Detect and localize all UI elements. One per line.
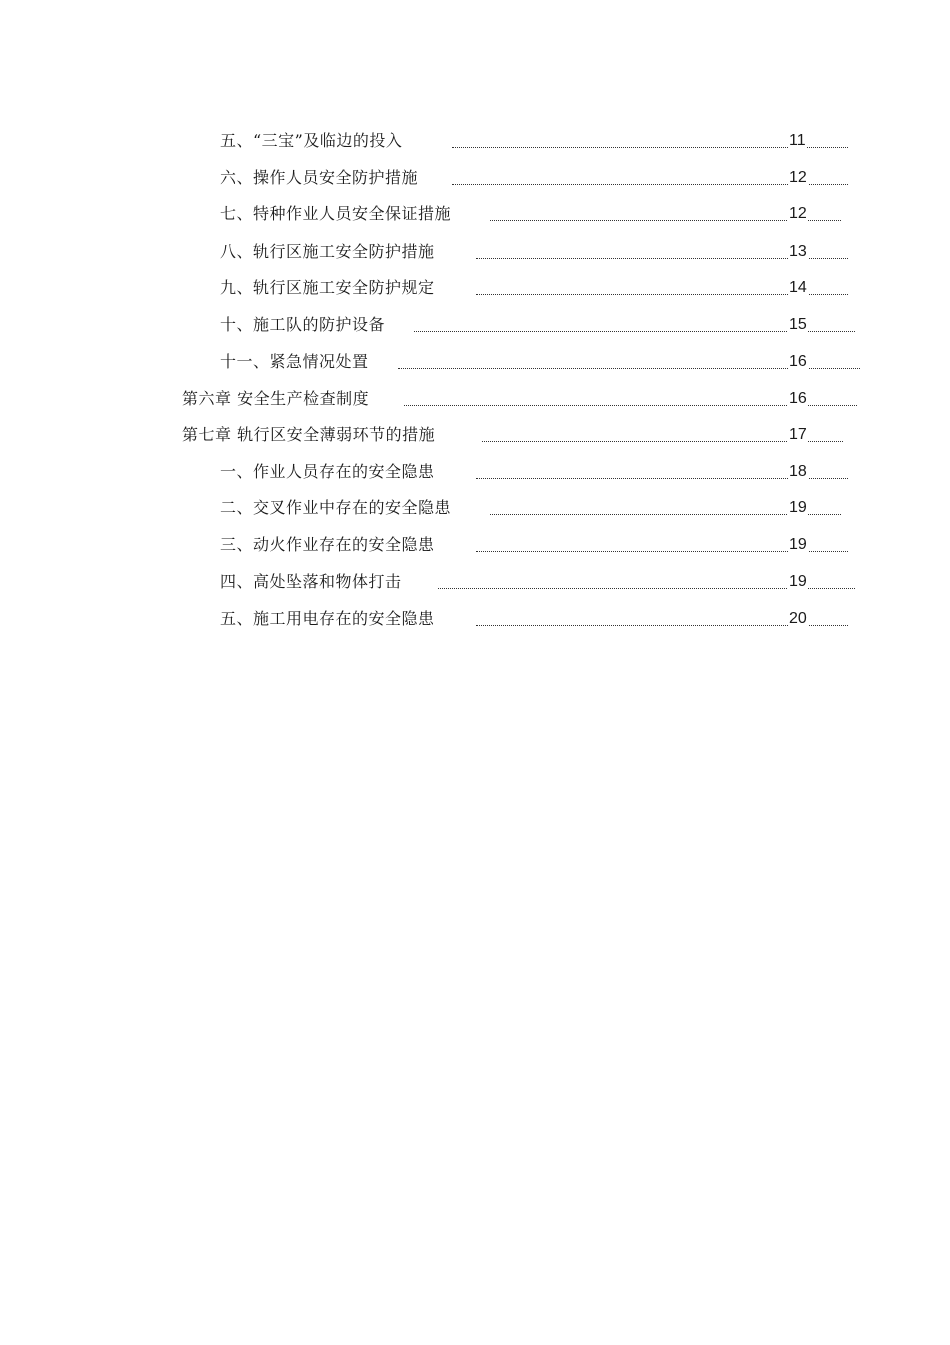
toc-page-number: 19 <box>789 573 807 590</box>
toc-entry[interactable] <box>220 462 848 492</box>
toc-page-number: 14 <box>789 279 807 296</box>
toc-entry[interactable] <box>220 278 848 308</box>
toc-entry[interactable] <box>220 535 848 565</box>
toc-entry-title: 五、“三宝”及临边的投入 <box>220 131 403 150</box>
toc-entry-title: 二、交叉作业中存在的安全隐患 <box>220 498 452 517</box>
toc-entry-title: 八、轨行区施工安全防护措施 <box>220 242 435 261</box>
toc-entry-title: 十一、紧急情况处置 <box>220 352 369 371</box>
toc-page-number: 11 <box>789 132 806 149</box>
toc-page-number: 12 <box>789 205 807 222</box>
toc-entry[interactable] <box>220 572 855 602</box>
toc-entry[interactable] <box>220 315 855 345</box>
toc-page-number: 12 <box>789 169 807 186</box>
toc-entry-title: 五、施工用电存在的安全隐患 <box>220 609 435 628</box>
toc-entry-title: 九、轨行区施工安全防护规定 <box>220 278 435 297</box>
toc-page-number: 19 <box>789 499 807 516</box>
toc-entry[interactable] <box>220 498 841 528</box>
table-of-contents <box>0 0 950 660</box>
toc-page-number: 18 <box>789 463 807 480</box>
toc-page-number: 17 <box>789 426 807 443</box>
toc-entry-title: 三、动火作业存在的安全隐患 <box>220 535 435 554</box>
toc-entry[interactable] <box>220 609 848 639</box>
toc-entry[interactable] <box>220 352 860 382</box>
toc-page-number: 19 <box>789 536 807 553</box>
toc-page-number: 13 <box>789 243 807 260</box>
toc-entry-title: 第七章 轨行区安全薄弱环节的措施 <box>182 425 436 444</box>
toc-entry[interactable] <box>182 389 857 419</box>
toc-page-number: 16 <box>789 390 807 407</box>
toc-entry[interactable] <box>220 242 848 272</box>
toc-entry-title: 四、高处坠落和物体打击 <box>220 572 402 591</box>
toc-entry-title: 第六章 安全生产检查制度 <box>182 389 370 408</box>
toc-entry[interactable] <box>182 425 843 455</box>
toc-entry[interactable] <box>220 168 848 198</box>
toc-page-number: 16 <box>789 353 807 370</box>
toc-entry-title: 一、作业人员存在的安全隐患 <box>220 462 435 481</box>
toc-entry[interactable] <box>220 131 848 161</box>
toc-entry[interactable] <box>220 204 841 234</box>
toc-page-number: 20 <box>789 610 807 627</box>
toc-page-number: 15 <box>789 316 807 333</box>
toc-entry-title: 七、特种作业人员安全保证措施 <box>220 204 452 223</box>
toc-entry-title: 六、操作人员安全防护措施 <box>220 168 419 187</box>
toc-entry-title: 十、施工队的防护设备 <box>220 315 386 334</box>
